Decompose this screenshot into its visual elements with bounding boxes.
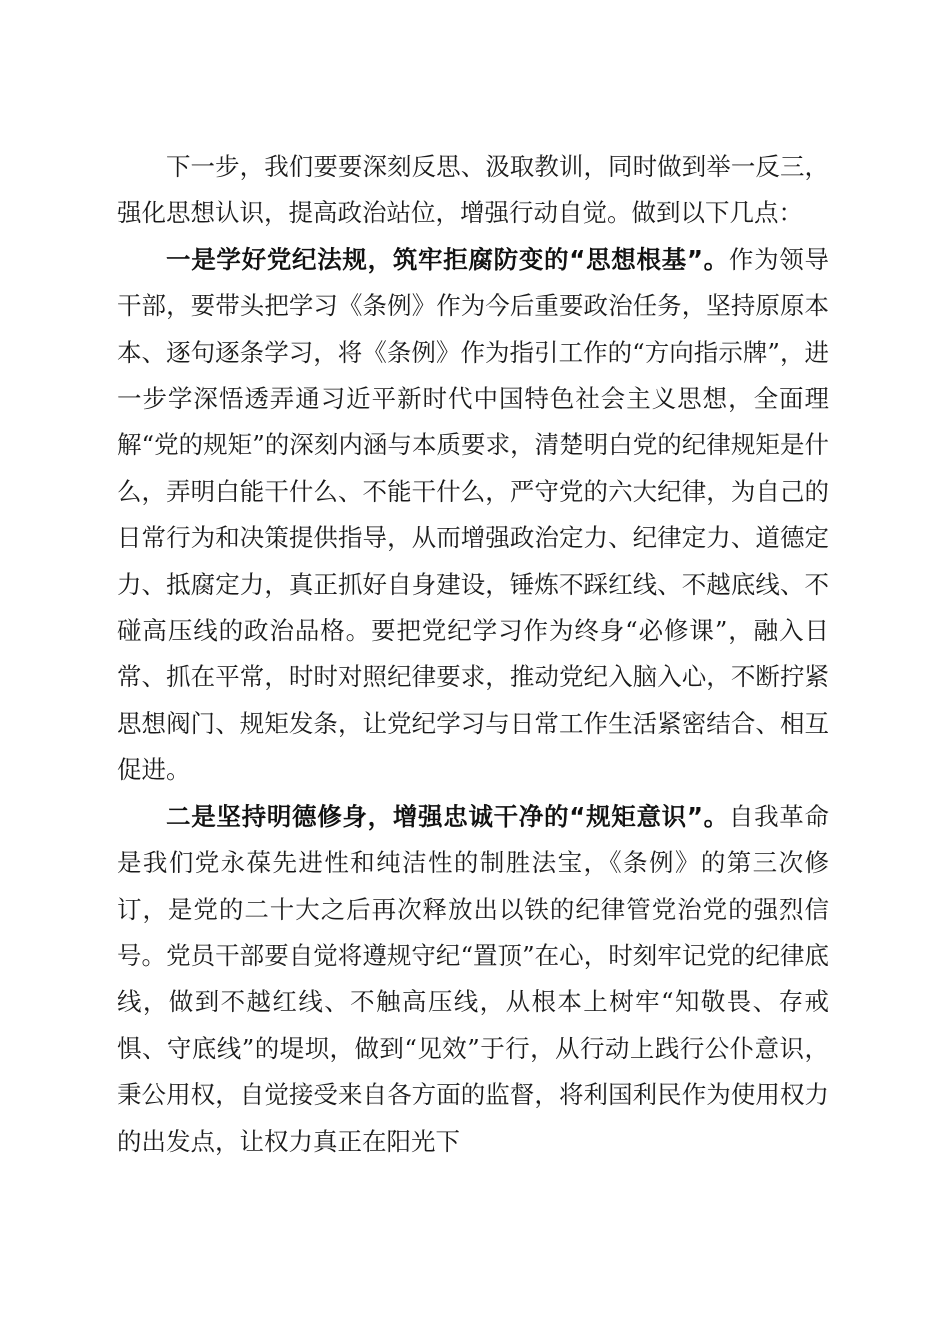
paragraph-intro-text: 下一步，我们要要深刻反思、汲取教训，同时做到举一反三，强化思想认识，提高政治站位，增强行动自觉。做到以下几点： [117, 152, 829, 228]
document-body [117, 144, 829, 1165]
paragraph-intro [117, 144, 829, 237]
paragraph-point-two [117, 794, 829, 1165]
paragraph-point-one [117, 237, 829, 794]
paragraph-point-two-heading: 二是坚持明德修身，增强忠诚干净的“规矩意识”。 [166, 801, 729, 831]
paragraph-point-one-text: 作为领导干部，要带头把学习《条例》作为今后重要政治任务，坚持原原本本、逐句逐条学习，将《条例》作为指引工作的“方向指示牌”，进一步学深悟透弄通习近平新时代中国特色社会主义思想，全面理解“党的规矩”的深刻内涵与本质要求，清楚明白党的纪律规矩是什么，弄明白能干什么、不能干什么，严守党的六大纪律，为自己的日常行为和决策提供指导，从而增强政治定力、纪律定力、道德定力、抵腐定力，真正抓好自身建设，锤炼不踩红线、不越底线、不碰高压线的政治品格。要把党纪学习作为终身“必修课”，融入日常、抓在平常，时时对照纪律要求，推动党纪入脑入心，不断拧紧思想阀门、规矩发条，让党纪学习与日常工作生活紧密结合、相互促进。 [117, 244, 830, 785]
paragraph-point-two-text: 自我革命是我们党永葆先进性和纯洁性的制胜法宝，《条例》的第三次修订，是党的二十大之后再次释放出以铁的纪律管党治党的强烈信号。党员干部要自觉将遵规守纪“置顶”在心，时刻牢记党的纪律底线，做到不越红线、不触高压线，从根本上树牢“知敬畏、存戒惧、守底线”的堤坝，做到“见效”于行，从行动上践行公仆意识，秉公用权，自觉接受来自各方面的监督，将利国利民作为使用权力的出发点，让权力真正在阳光下 [117, 801, 830, 1156]
paragraph-point-one-heading: 一是学好党纪法规，筑牢拒腐防变的“思想根基”。 [166, 244, 729, 274]
